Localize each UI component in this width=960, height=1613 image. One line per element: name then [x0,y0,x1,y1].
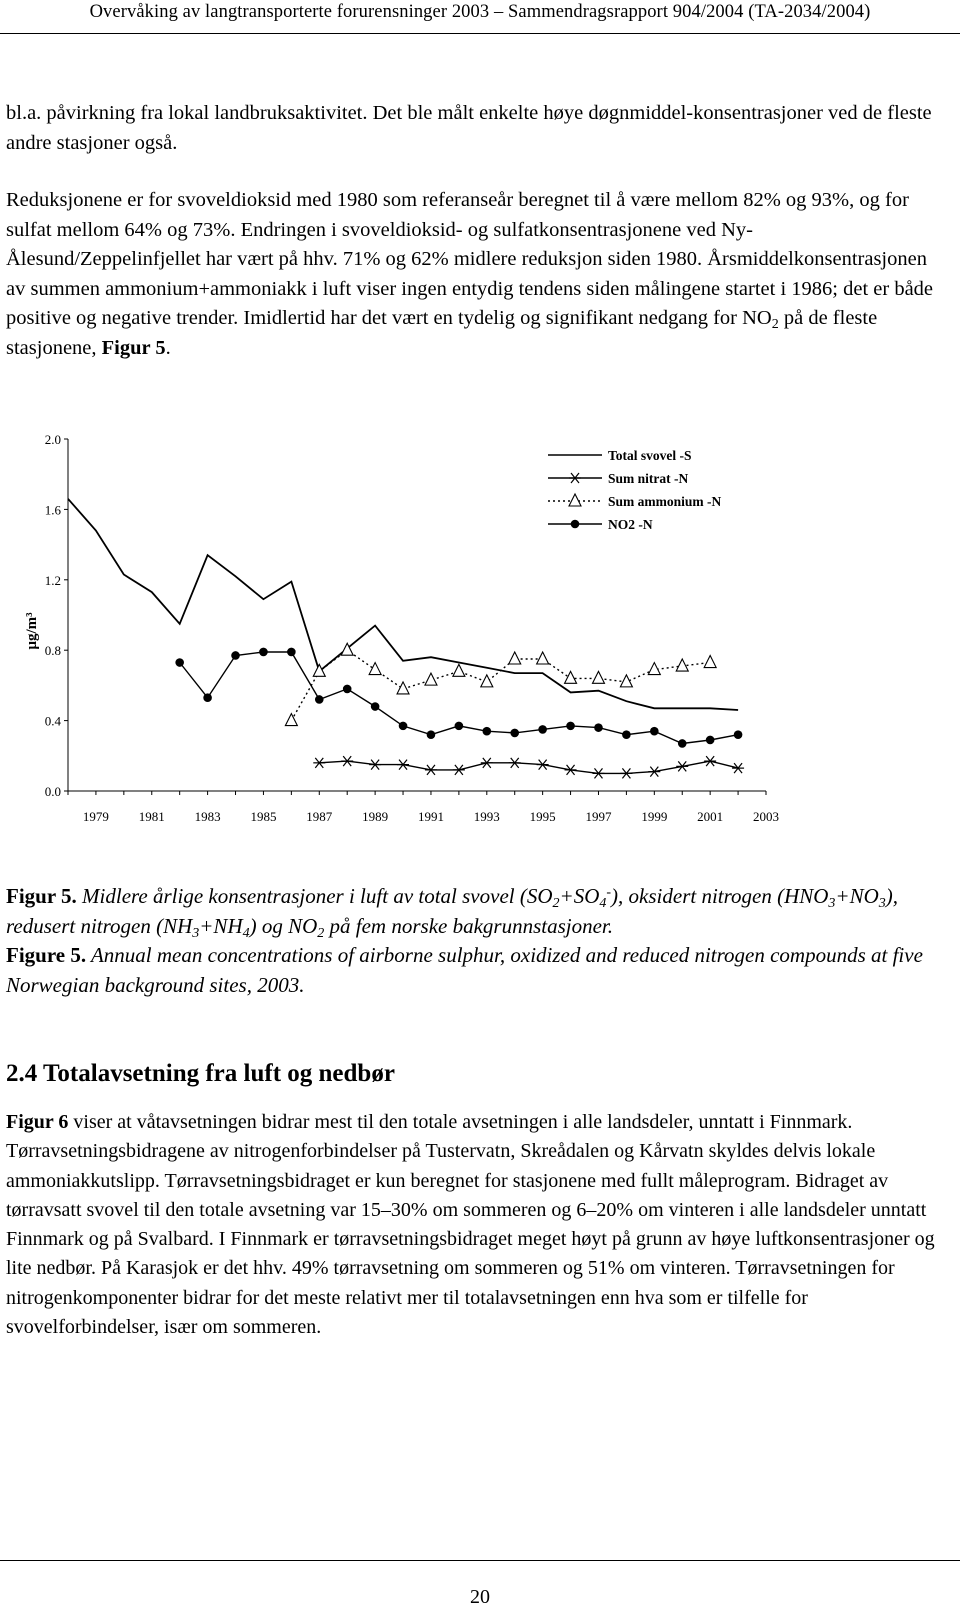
data-point-asterisk [453,765,465,775]
caption-sub: 2 [552,896,560,911]
paragraph-2-text-cont: på de fleste stasjonene, [6,307,878,359]
running-header: Overvåking av langtransporterte forurensninger 2003 – Sammendragsrapport 904/2004 (TA-2034/2004) [89,2,871,22]
data-point-circle [175,658,184,667]
y-tick-label: 0.8 [44,643,61,659]
series-1 [313,756,744,778]
chart-series [68,499,744,779]
data-point-triangle [704,656,716,668]
x-tick-label: 1987 [306,809,333,824]
caption-sub: 3 [878,896,886,911]
x-tick-label: 1993 [473,809,500,824]
caption-text: +SO [559,884,600,908]
x-tick-label: 1999 [641,809,668,824]
x-tick-label: 1981 [138,809,165,824]
data-point-triangle [313,664,325,676]
legend-label-2: Sum ammonium -N [608,494,722,509]
data-point-asterisk [537,760,549,770]
data-point-asterisk [648,767,660,777]
figure-caption [6,882,941,1000]
data-point-circle [510,729,519,738]
data-point-circle [594,723,603,732]
data-point-asterisk [732,763,744,773]
data-point-circle [427,730,436,739]
data-point-circle [203,693,212,702]
data-point-circle [371,702,380,711]
data-point-circle [259,648,268,657]
caption-label: Figur 5. [6,884,77,908]
data-point-circle [399,722,408,731]
data-point-triangle [537,652,549,664]
data-point-circle [538,725,547,734]
x-tick-label: 1983 [194,809,221,824]
data-point-asterisk [592,768,604,778]
no2-subscript: 2 [771,317,779,333]
y-tick-label: 1.2 [44,572,61,588]
section-heading: 2.4 Totalavsetning fra luft og nedbør [6,1060,395,1087]
caption-label-en: Figure 5. [6,943,87,967]
y-axis-label: µg/m³ [24,612,40,650]
data-point-circle [455,722,464,731]
header-divider [0,33,960,34]
x-tick-label: 1985 [250,809,277,824]
concentration-line-chart [0,425,960,825]
legend-label-3: NO2 -N [608,517,653,532]
series-2 [285,643,716,725]
data-point-asterisk [509,758,521,768]
caption-sup: - [606,885,612,900]
series-line-2 [291,650,710,720]
footer-divider [0,1560,960,1561]
x-tick-label: 1995 [529,809,556,824]
data-point-circle [483,727,492,736]
chart-legend [548,448,722,532]
data-point-asterisk [676,761,688,771]
x-tick-label: 2003 [753,809,779,824]
data-point-asterisk [313,758,325,768]
paragraph-3 [6,1108,941,1342]
data-point-circle [231,651,240,660]
data-point-circle [734,730,743,739]
data-point-asterisk [569,473,581,483]
data-point-asterisk [704,756,716,766]
data-point-circle [622,730,631,739]
page-number: 20 [470,1586,490,1608]
data-point-circle [650,727,659,736]
x-tick-label: 1979 [82,809,109,824]
data-point-circle [566,722,575,731]
data-point-triangle [369,663,381,675]
data-point-circle [706,736,715,745]
legend-label-0: Total svovel -S [608,448,692,463]
caption-sub: 4 [242,925,250,941]
caption-text: ) og NO [249,913,318,938]
data-point-triangle [569,494,581,506]
data-point-asterisk [425,765,437,775]
data-point-triangle [565,671,577,683]
y-tick-label: 2.0 [44,432,61,447]
caption-sub: 4 [599,896,607,911]
data-point-asterisk [369,760,381,770]
figure-6-reference: Figur 6 [6,1111,69,1133]
legend-label-1: Sum nitrat -N [608,471,689,486]
data-point-asterisk [565,765,577,775]
paragraph-1: bl.a. påvirkning fra lokal landbruksaktivitet. Det ble målt enkelte høye døgnmiddel-konsentrasjoner ved de fleste andre stasjoner også. [6,102,932,154]
caption-text: ), redusert nitrogen (NH [6,884,899,938]
caption-text-en: Annual mean concentrations of airborne sulphur, oxidized and reduced nitrogen compounds at five Norwegian background sites, 2003. [6,943,923,997]
x-tick-label: 1991 [417,809,444,824]
paragraph-2-text: Reduksjonene er for svoveldioksid med 1980 som referanseår beregnet til å være mellom 82% og 93%, og for sulfat mellom 64% og 73%. Endringen i svoveldioksid- og sulfatkonsentrasjonene ved Ny-Ålesund/Zeppelinfjellet har vært på hhv. 71% og 62% midlere reduksjon siden 1980. Årsmiddelkonsentrasjonen av summen ammonium+ammoniakk i luft viser ingen entydig tendens siden målingene startet i 1986; det er både positive og negative trender. Imidlertid har det vært en tydelig og signifikant nedgang for NO [6,189,934,330]
figure-reference: Figur 5 [101,336,166,359]
data-point-circle [571,520,580,529]
paragraph-2-end: . [165,336,171,359]
data-point-triangle [285,714,297,726]
series-line-1 [319,761,738,773]
data-point-circle [343,685,352,694]
data-point-triangle [481,675,493,687]
x-tick-label: 1989 [362,809,389,824]
data-point-circle [315,695,324,704]
y-tick-label: 1.6 [44,502,61,518]
caption-text: +NH [199,913,243,938]
data-point-asterisk [620,768,632,778]
x-tick-label: 2001 [697,809,724,824]
caption-sub: 3 [828,896,836,911]
data-point-triangle [592,671,604,683]
caption-sub: 3 [192,925,200,941]
caption-text: Midlere årlige konsentrasjoner i luft av total svovel (SO [76,884,553,908]
data-point-circle [678,739,687,748]
caption-text: ), oksidert nitrogen (HNO [611,884,829,908]
y-tick-label: 0.4 [44,713,61,729]
caption-sub: 2 [317,925,325,941]
data-point-triangle [397,682,409,694]
x-tick-label: 1997 [585,809,612,824]
data-point-asterisk [397,760,409,770]
data-point-circle [287,648,296,657]
data-point-asterisk [341,756,353,766]
data-point-asterisk [481,758,493,768]
caption-text: på fem norske bakgrunnstasjoner. [324,913,614,938]
data-point-triangle [453,664,465,676]
data-point-triangle [425,673,437,685]
paragraph-3-text: viser at våtavsetningen bidrar mest til den totale avsetningen i alle landsdeler, unntatt i Finnmark. Tørravsetningsbidragene av nitrogenforbindelser på Tustervatn, Skreådalen og Kårvatn skyldes delvis lokale ammoniakkutslipp. Tørravsetningsbidraget er kun beregnet for stasjonene med fullt måleprogram. Bidraget av tørravsatt svovel til den totale avsetning var 15–30% om sommeren og 6–20% om vinteren i alle landsdeler unntatt Finnmark og på Svalbard. I Finnmark er tørravsetningsbidraget meget høyt på grunn av høye luftkonsentrasjoner og lite nedbør. På Karasjok er det hhv. 49% tørravsetning om sommeren og 51% om vinteren. Tørravsetningen for nitrogenkomponenter bidrar for det meste relativt mer til totalavsetningen enn hva som er tilfelle for svovelforbindelser, især om sommeren. [6,1111,935,1339]
y-tick-label: 0.0 [44,784,61,799]
data-point-triangle [620,675,632,687]
caption-text: +NO [835,884,879,908]
paragraph-2 [6,186,941,364]
data-point-triangle [509,652,521,664]
